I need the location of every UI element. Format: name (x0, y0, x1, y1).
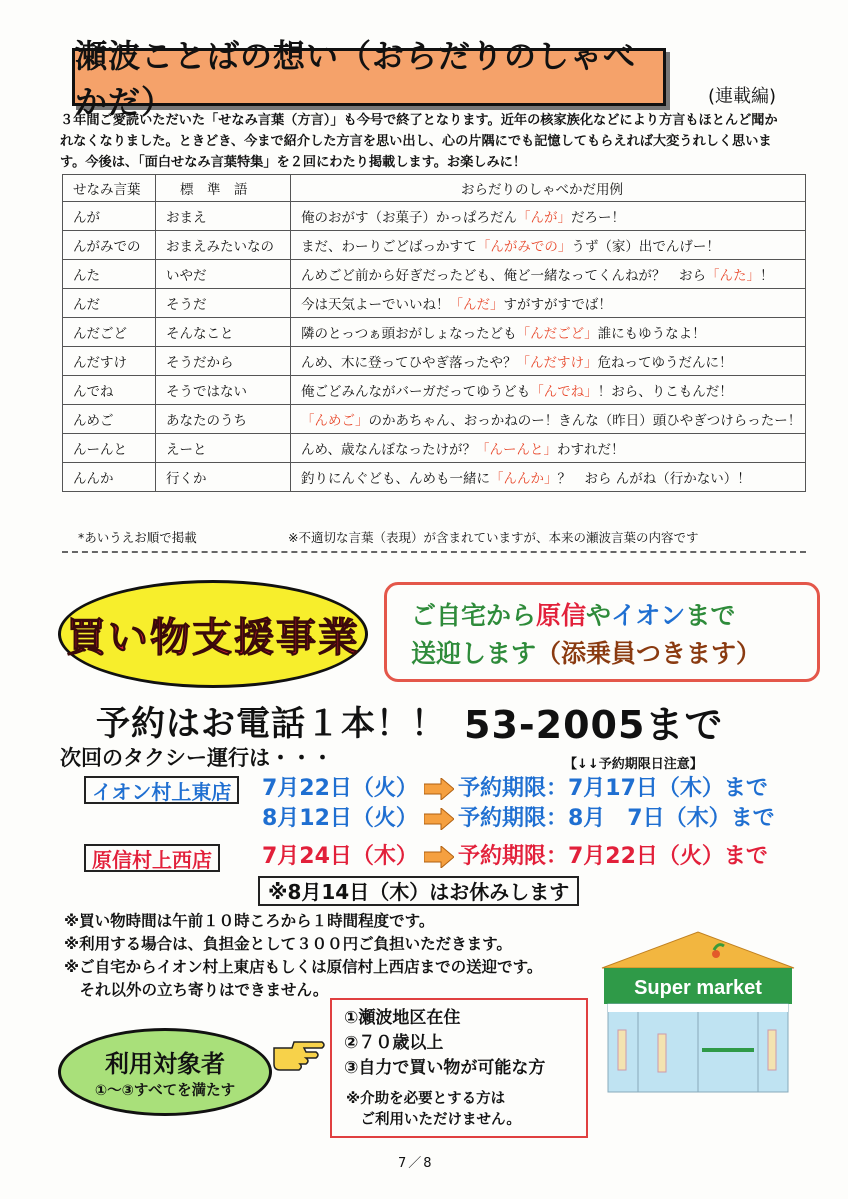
table-row (63, 434, 806, 463)
example-text: ？ おら んがね（行かない）！ (557, 471, 751, 487)
usage-example (291, 318, 806, 347)
usage-example (291, 231, 806, 260)
usage-example (291, 434, 806, 463)
store-label-aeon: イオン村上東店 (84, 776, 239, 804)
pickup-service: 送迎します (411, 639, 537, 668)
example-text: 今は天気よーでいいね！ (301, 297, 450, 313)
next-taxi-heading: 次回のタクシー運行は・・・ (60, 746, 333, 770)
deadline-note: 【↓↓予約期限日注意】 (564, 757, 703, 772)
example-text: んめ、歳なんぼなったけが？ (301, 442, 476, 458)
dialect-word: んが (63, 202, 156, 231)
deadline-label: 予約期限： (457, 806, 568, 831)
example-text: 誰にもゆうなよ！ (597, 326, 706, 342)
standard-word: そうだ (156, 289, 291, 318)
table-row (63, 260, 806, 289)
page-number: 7／8 (398, 1156, 434, 1171)
standard-word: そうだから (156, 347, 291, 376)
dialect-title-text: 瀬波ことばの想い（おらだりのしゃべかだ） (75, 37, 637, 121)
pickup-and: や (586, 601, 612, 630)
usage-note: ※買い物時間は午前１０時ころから１時間程度です。 (64, 912, 435, 930)
standard-word: おまえ (156, 202, 291, 231)
deadline-date: 8月 7日（木）まで (567, 806, 775, 831)
intro-paragraph: ３年間ご愛読いただいた「せなみ言葉（方言）」も今号で終了となります。近年の核家族化などにより方言もほとんど聞かれなくなりました。ときどき、今まで紹介した方言を思い出し、心の片隅にでも記憶してもらえれば大変うれしく思います。今後は、「面白せなみ言葉特集」を２回にわたり掲載します。お楽しみに！ (60, 113, 778, 170)
pickup-from: ご自宅から (411, 601, 537, 630)
example-highlight: 「んた」 (706, 268, 760, 284)
example-highlight: 「んだ」 (449, 297, 504, 313)
arrow-right-icon (424, 846, 454, 868)
shopping-title: 買い物支援事業 (66, 614, 360, 661)
schedule-date: 7月22日（火） (262, 776, 418, 801)
example-text: ！ (760, 268, 774, 284)
usage-notes (64, 910, 542, 1002)
example-highlight: 「んでね」 (530, 384, 598, 400)
usage-example (291, 289, 806, 318)
series-label: (連載編) (708, 86, 777, 107)
example-text: んめごど前から好ぎだったども、俺ど一緒なってくんねが？ おら (301, 268, 706, 284)
deadline-date: 7月17日（木）まで (567, 776, 768, 801)
order-note: *あいうえお順で掲載 (78, 530, 197, 545)
criteria-note (344, 1089, 586, 1131)
usage-example (291, 202, 806, 231)
eligibility-oval (58, 1028, 272, 1116)
example-highlight: 「んがみでの」 (476, 239, 572, 255)
example-text: うず（家）出でんげー！ (571, 239, 720, 255)
standard-word: そうではない (156, 376, 291, 405)
example-text: ！おら、りこもんだ！ (597, 384, 733, 400)
pickup-line-2 (411, 635, 817, 673)
standard-word: あなたのうち (156, 405, 291, 434)
dialect-word: んがみでの (63, 231, 156, 260)
usage-example (291, 405, 806, 434)
header-dialect: せなみ言葉 (63, 175, 156, 202)
example-text: わすれだ！ (556, 442, 625, 458)
criteria-item: ③自力で買い物が可能な方 (344, 1058, 546, 1078)
usage-example (291, 376, 806, 405)
example-highlight: 「んが」 (517, 210, 571, 226)
criteria-item: ②７０歳以上 (344, 1033, 444, 1053)
standard-word: いやだ (156, 260, 291, 289)
dialect-word: んだすけ (63, 347, 156, 376)
supermarket-illustration (598, 930, 798, 1094)
dialect-word: んんか (63, 463, 156, 492)
schedule-row-2 (262, 804, 775, 834)
header-standard: 標 準 語 (156, 175, 291, 202)
dialect-word: んめご (63, 405, 156, 434)
deadline-date: 7月22日（火）まで (567, 844, 768, 869)
disclaimer-note: ※不適切な言葉（表現）が含まれていますが、本来の瀬波言葉の内容です (288, 530, 699, 545)
standard-word: おまえみたいなの (156, 231, 291, 260)
phone-number: 53-2005まで (464, 703, 724, 747)
criteria-note-line: ご利用いただけません。 (346, 1112, 521, 1128)
table-row (63, 202, 806, 231)
usage-example (291, 260, 806, 289)
example-highlight: 「んめご」 (301, 413, 369, 429)
pickup-to: まで (685, 601, 736, 630)
store-harashin-name: 原信 (536, 601, 587, 630)
schedule-row-1 (262, 774, 768, 804)
dialect-table-body (63, 175, 806, 492)
table-row (63, 318, 806, 347)
table-row (63, 376, 806, 405)
holiday-notice: ※8月14日（木）はお休みします (258, 876, 579, 906)
dialect-word: んた (63, 260, 156, 289)
pickup-line-1 (411, 597, 817, 635)
arrow-right-icon (424, 808, 454, 830)
example-text: まだ、わーりごどばっかすて (301, 239, 477, 255)
example-text: だろー！ (571, 210, 625, 226)
standard-word: えーと (156, 434, 291, 463)
dialect-word: んーんと (63, 434, 156, 463)
example-highlight: 「んーんと」 (475, 442, 557, 458)
example-text: 危ねってゆうだんに！ (597, 355, 733, 371)
example-text: 俺ごどみんながバーガだってゆうども (301, 384, 531, 400)
table-row (63, 289, 806, 318)
criteria-note-line: ※介助を必要とする方は (346, 1091, 506, 1107)
eligibility-subtitle: ①～③すべてを満たす (94, 1083, 236, 1099)
table-row (63, 231, 806, 260)
table-row (63, 347, 806, 376)
arrow-right-icon (424, 778, 454, 800)
usage-example (291, 347, 806, 376)
schedule-date: 7月24日（木） (262, 844, 418, 869)
dialect-word: んだ (63, 289, 156, 318)
dialect-word: んでね (63, 376, 156, 405)
example-text: すがすがすでば！ (503, 297, 612, 313)
pointing-hand-icon (272, 1034, 326, 1074)
table-row (63, 405, 806, 434)
eligibility-title: 利用対象者 (105, 1050, 225, 1078)
standard-word: そんなこと (156, 318, 291, 347)
header-example: おらだりのしゃべかだ用例 (291, 175, 806, 202)
table-row (63, 463, 806, 492)
example-text: 釣りにんぐども、んめも一緒に (301, 471, 490, 487)
criteria-item: ①瀬波地区在住 (344, 1008, 461, 1028)
pickup-attendant: （添乗員つきます） (536, 639, 762, 668)
usage-example (291, 463, 806, 492)
usage-note: ※利用する場合は、負担金として３００円ご負担いただきます。 (64, 935, 512, 953)
section-divider (62, 551, 806, 553)
deadline-label: 予約期限： (457, 776, 568, 801)
pickup-box (384, 582, 820, 682)
example-highlight: 「んだごど」 (516, 326, 598, 342)
example-text: のかあちゃん、おっかねのー！きんな（昨日）頭ひやぎつけらったー！ (368, 413, 802, 429)
schedule-row-3 (262, 842, 768, 872)
dialect-word: んだごど (63, 318, 156, 347)
eligibility-criteria-box (330, 998, 588, 1138)
reservation-heading: 予約はお電話１本！！ (96, 704, 446, 744)
shopping-title-oval (58, 580, 368, 688)
dialect-title (72, 37, 666, 121)
deadline-label: 予約期限： (457, 844, 568, 869)
example-text: んめ、木に登ってひやぎ落ったや？ (301, 355, 517, 371)
dialect-table (62, 174, 806, 492)
example-text: 隣のとっつぁ頭おがしょなったども (301, 326, 517, 342)
example-highlight: 「んんか」 (490, 471, 558, 487)
example-text: 俺のおがす（お菓子）かっぱろだん (301, 210, 517, 226)
example-highlight: 「んだすけ」 (516, 355, 598, 371)
supermarket-sign: Super market (634, 977, 762, 999)
usage-note: ※ご自宅からイオン村上東店もしくは原信村上西店までの送迎です。 (64, 958, 543, 976)
usage-note: それ以外の立ち寄りはできません。 (64, 981, 329, 999)
standard-word: 行くか (156, 463, 291, 492)
schedule-date: 8月12日（火） (262, 806, 418, 831)
store-aeon-name: イオン (611, 601, 686, 630)
table-header-row (63, 175, 806, 202)
store-label-harashin: 原信村上西店 (84, 844, 220, 872)
